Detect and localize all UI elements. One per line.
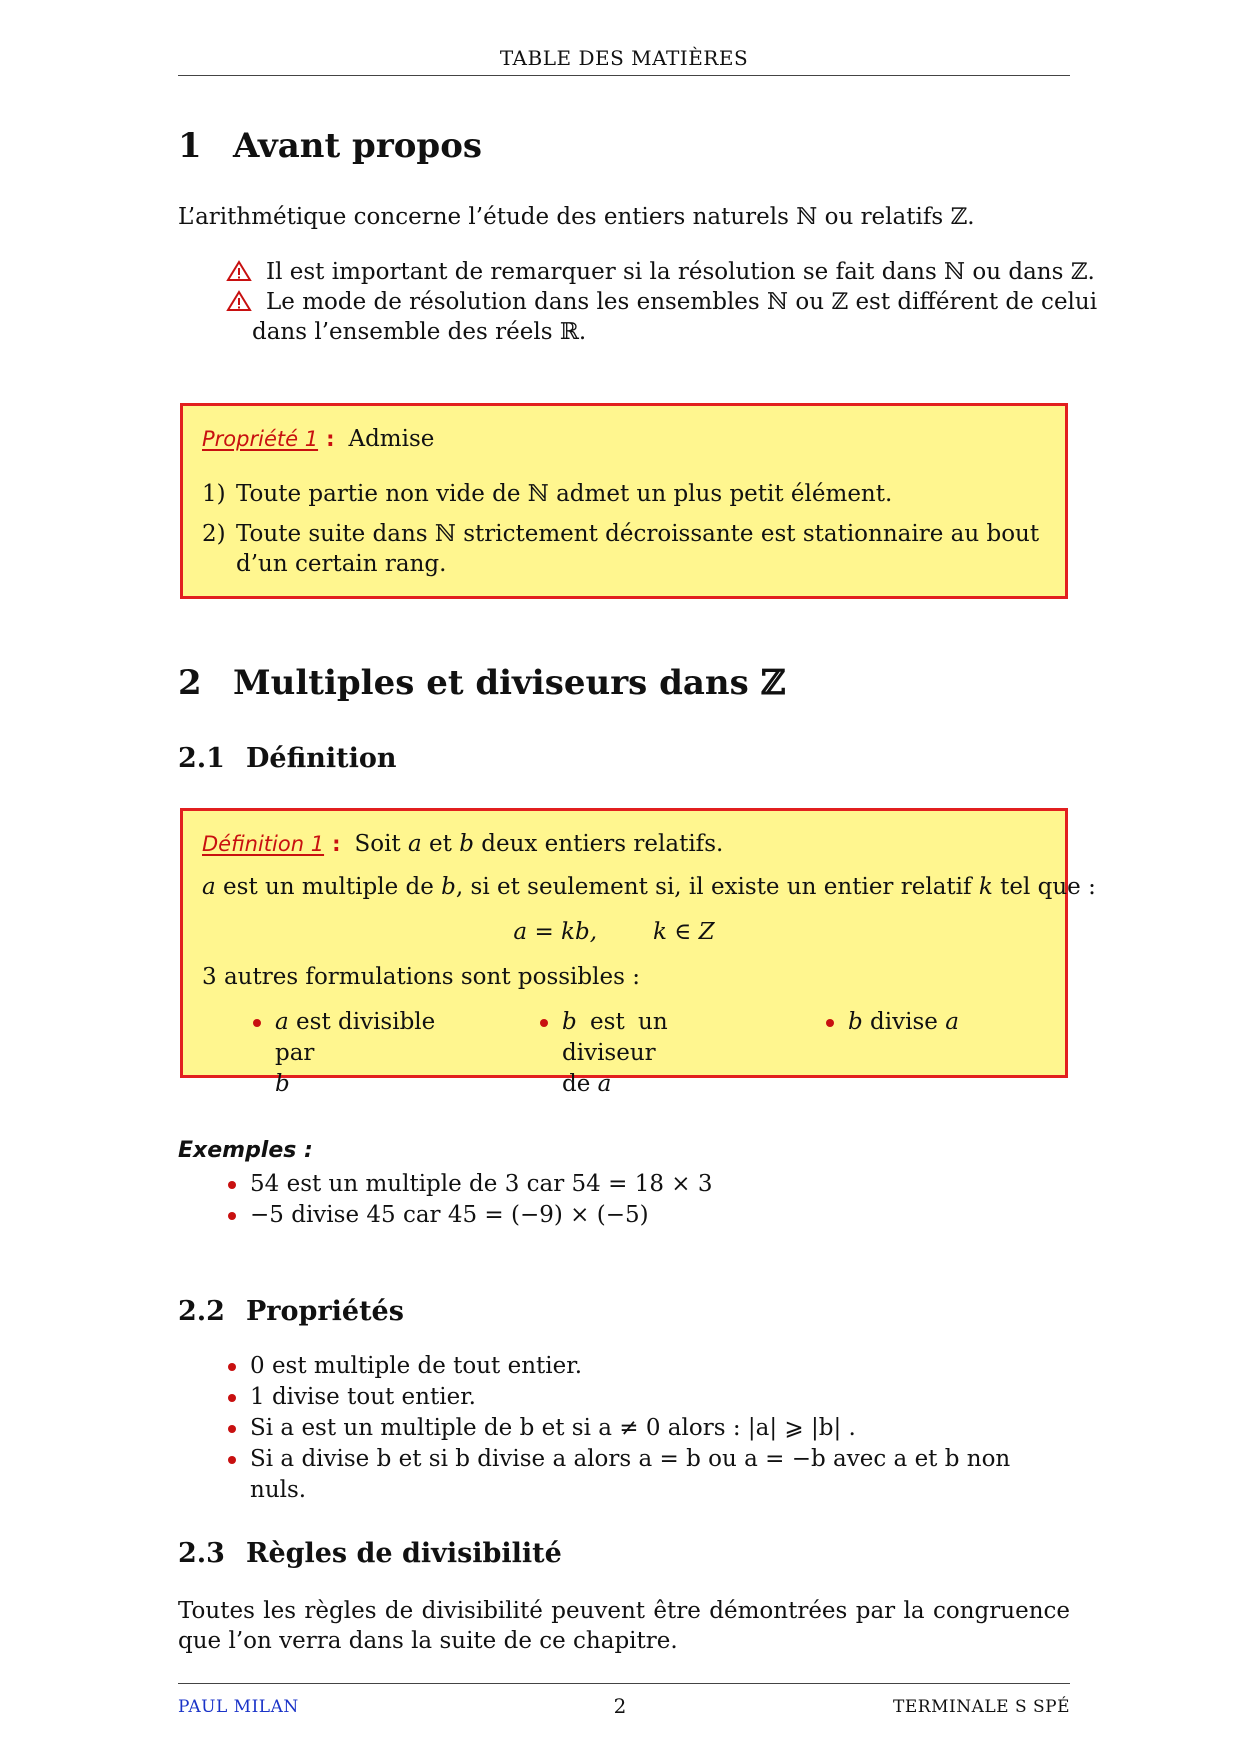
definition-formula: a = kb, k ∈ Z <box>513 919 715 945</box>
running-header: TABLE DES MATIÈRES <box>499 46 749 70</box>
list-item: 2) Toute suite dans ℕ strictement décroissante est stationnaire au bout d’un certain rang. <box>202 521 1040 577</box>
formulations-intro: 3 autres formulations sont possibles : <box>202 964 640 990</box>
list-item: 0 est multiple de tout entier. <box>226 1351 1066 1382</box>
properties-list <box>226 1351 1066 1506</box>
property-box <box>180 403 1068 599</box>
header-rule <box>178 75 1070 76</box>
examples-label: Exemples : <box>178 1138 313 1163</box>
list-item: 1) Toute partie non vide de ℕ admet un plus petit élément. <box>202 481 893 507</box>
warning-triangle-icon <box>226 290 252 312</box>
page-number: 2 <box>613 1694 627 1718</box>
list-item: Si a divise b et si b divise a alors a = b ou a = −b avec a et b non nuls. <box>226 1444 1066 1506</box>
formulation-3: b divise a <box>824 1007 1054 1038</box>
list-item: 54 est un multiple de 3 car 54 = 18 × 3 <box>226 1169 1026 1200</box>
list-item: 1 divise tout entier. <box>226 1382 1066 1413</box>
subsection-2-2-heading: 2.2 Propriétés <box>178 1296 404 1327</box>
intro-paragraph: L’arithmétique concerne l’étude des entiers naturels ℕ ou relatifs ℤ. <box>178 204 975 230</box>
section-1-heading <box>178 126 482 166</box>
list-item: Si a est un multiple de b et si a ≠ 0 alors : |a| ⩾ |b| . <box>226 1413 1066 1444</box>
property-label: Propriété 1 <box>202 427 319 451</box>
examples-list <box>226 1169 1026 1231</box>
section-number: 2 <box>178 663 202 703</box>
definition-statement: a est un multiple de b, si et seulement si, il existe un entier relatif k tel que : <box>202 874 1096 900</box>
subsection-2-1-heading: 2.1 Définition <box>178 743 397 774</box>
formulation-2: b est un diviseur de a <box>538 1007 768 1100</box>
property-title: Admise <box>348 426 435 452</box>
property-header: Propriété 1 : Admise <box>202 426 435 452</box>
subsection-2-3-heading: 2.3 Règles de divisibilité <box>178 1538 562 1569</box>
divisibility-paragraph: Toutes les règles de divisibilité peuvent être démontrées par la congruence que l’on verra dans la suite de ce chapitre. <box>178 1598 1070 1654</box>
definition-box <box>180 808 1096 1097</box>
warning-line-2: Le mode de résolution dans les ensembles ℕ ou ℤ est différent de celui <box>226 287 1097 317</box>
formulation-1: a est divisible par b <box>251 1007 481 1100</box>
footer-course: TERMINALE S SPÉ <box>893 1697 1070 1717</box>
warning-line-3: dans l’ensemble des réels ℝ. <box>252 319 587 345</box>
warning-line-1: Il est important de remarquer si la résolution se fait dans ℕ ou dans ℤ. <box>226 257 1095 287</box>
section-title: Multiples et diviseurs dans ℤ <box>233 663 786 703</box>
definition-label: Définition 1 <box>202 832 325 856</box>
list-item: −5 divise 45 car 45 = (−9) × (−5) <box>226 1200 1026 1231</box>
warning-triangle-icon <box>226 260 252 282</box>
footer-rule <box>178 1683 1070 1684</box>
section-title: Avant propos <box>233 126 483 166</box>
footer-author: PAUL MILAN <box>178 1697 299 1717</box>
section-number: 1 <box>178 126 202 166</box>
definition-header: Définition 1 : Soit a et b deux entiers relatifs. <box>202 831 724 857</box>
section-2-heading <box>178 663 785 703</box>
property-list <box>202 479 1042 589</box>
